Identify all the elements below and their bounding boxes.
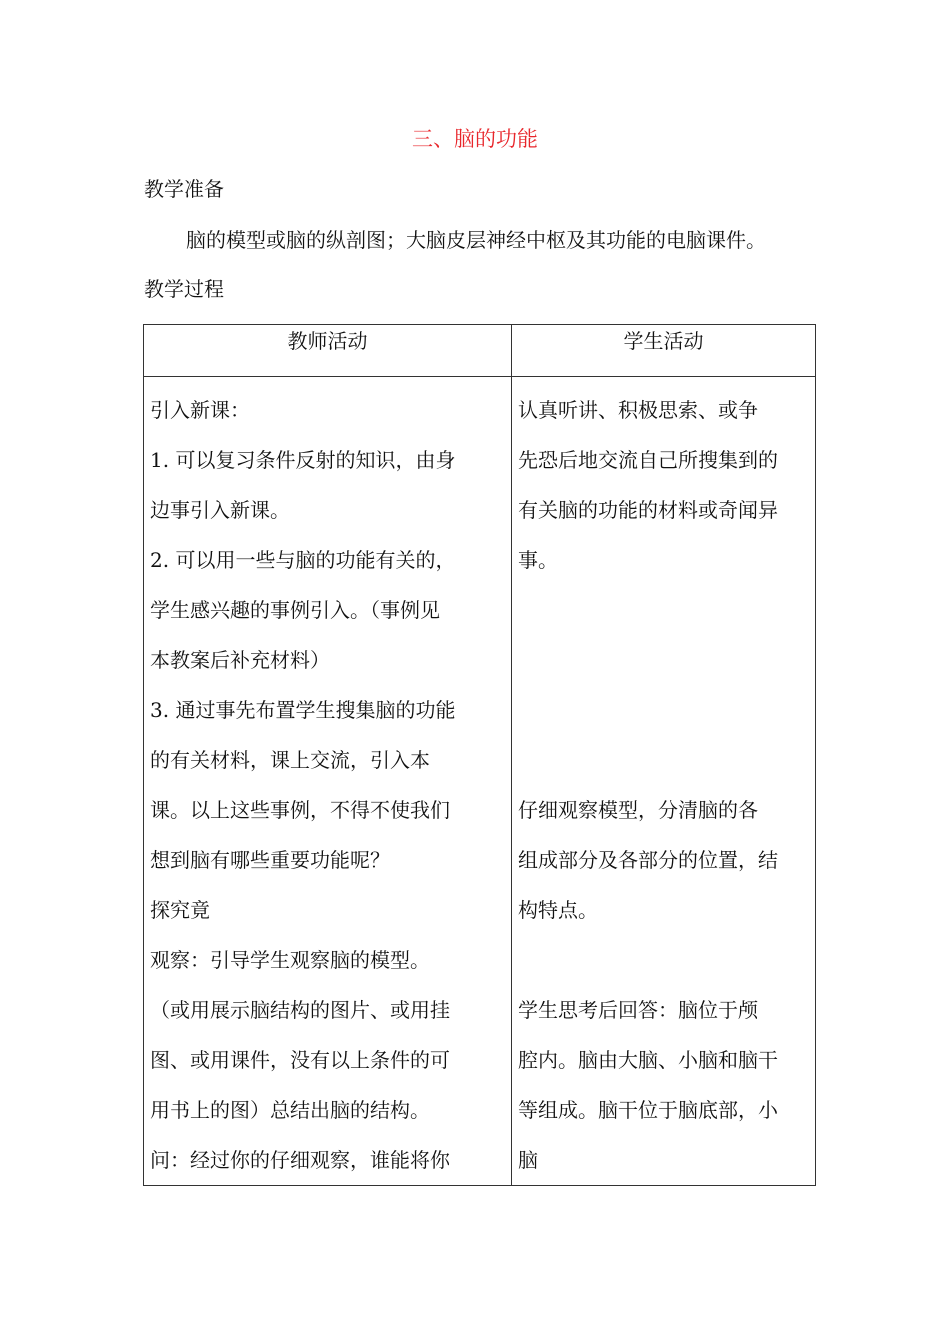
teacher-line: 用书上的图）总结出脑的结构。: [150, 1098, 430, 1122]
teacher-line: 边事引入新课。: [150, 498, 290, 522]
student-line: 构特点。: [518, 898, 598, 922]
lesson-table: [143, 324, 816, 1186]
process-heading: 教学过程: [144, 277, 224, 301]
teacher-line: 学生感兴趣的事例引入。（事例见: [150, 598, 440, 622]
teacher-line: 图、或用课件，没有以上条件的可: [150, 1048, 450, 1072]
teacher-line: 3. 通过事先布置学生搜集脑的功能: [150, 698, 456, 722]
student-activity-cell: [512, 377, 816, 1186]
teacher-line: 问：经过你的仔细观察，谁能将你: [150, 1148, 450, 1172]
student-line: 事。: [518, 548, 558, 572]
prep-heading: 教学准备: [144, 177, 224, 201]
teacher-line: 引入新课：: [150, 398, 250, 422]
table-row: [144, 377, 816, 1186]
teacher-line: 1. 可以复习条件反射的知识，由身: [150, 448, 456, 472]
student-line: 学生思考后回答：脑位于颅: [518, 998, 758, 1022]
student-line: 仔细观察模型，分清脑的各: [518, 798, 758, 822]
teacher-activity-cell: [144, 377, 512, 1186]
teacher-line: 2. 可以用一些与脑的功能有关的，: [150, 548, 456, 572]
teacher-line: 课。以上这些事例，不得不使我们: [150, 798, 450, 822]
teacher-line: 的有关材料，课上交流，引入本: [150, 748, 430, 772]
teacher-line: 想到脑有哪些重要功能呢？: [150, 848, 390, 872]
student-line: 等组成。脑干位于脑底部，小: [518, 1098, 778, 1122]
teacher-line: 探究竟: [150, 898, 210, 922]
student-line: 腔内。脑由大脑、小脑和脑干: [518, 1048, 778, 1072]
student-line: 脑: [518, 1148, 538, 1172]
table-header-row: [144, 325, 816, 377]
student-line: 组成部分及各部分的位置，结: [518, 848, 778, 872]
student-line: 有关脑的功能的材料或奇闻异: [518, 498, 778, 522]
header-teacher: 教师活动: [144, 325, 512, 377]
student-line: 先恐后地交流自己所搜集到的: [518, 448, 778, 472]
teacher-line: （或用展示脑结构的图片、或用挂: [150, 998, 450, 1022]
page-title: 三、脑的功能: [412, 127, 538, 151]
header-student: 学生活动: [512, 325, 816, 377]
student-line: 认真听讲、积极思索、或争: [518, 398, 758, 422]
teacher-line: 本教案后补充材料）: [150, 648, 330, 672]
prep-text: 脑的模型或脑的纵剖图；大脑皮层神经中枢及其功能的电脑课件。: [186, 228, 766, 252]
teacher-line: 观察：引导学生观察脑的模型。: [150, 948, 430, 972]
